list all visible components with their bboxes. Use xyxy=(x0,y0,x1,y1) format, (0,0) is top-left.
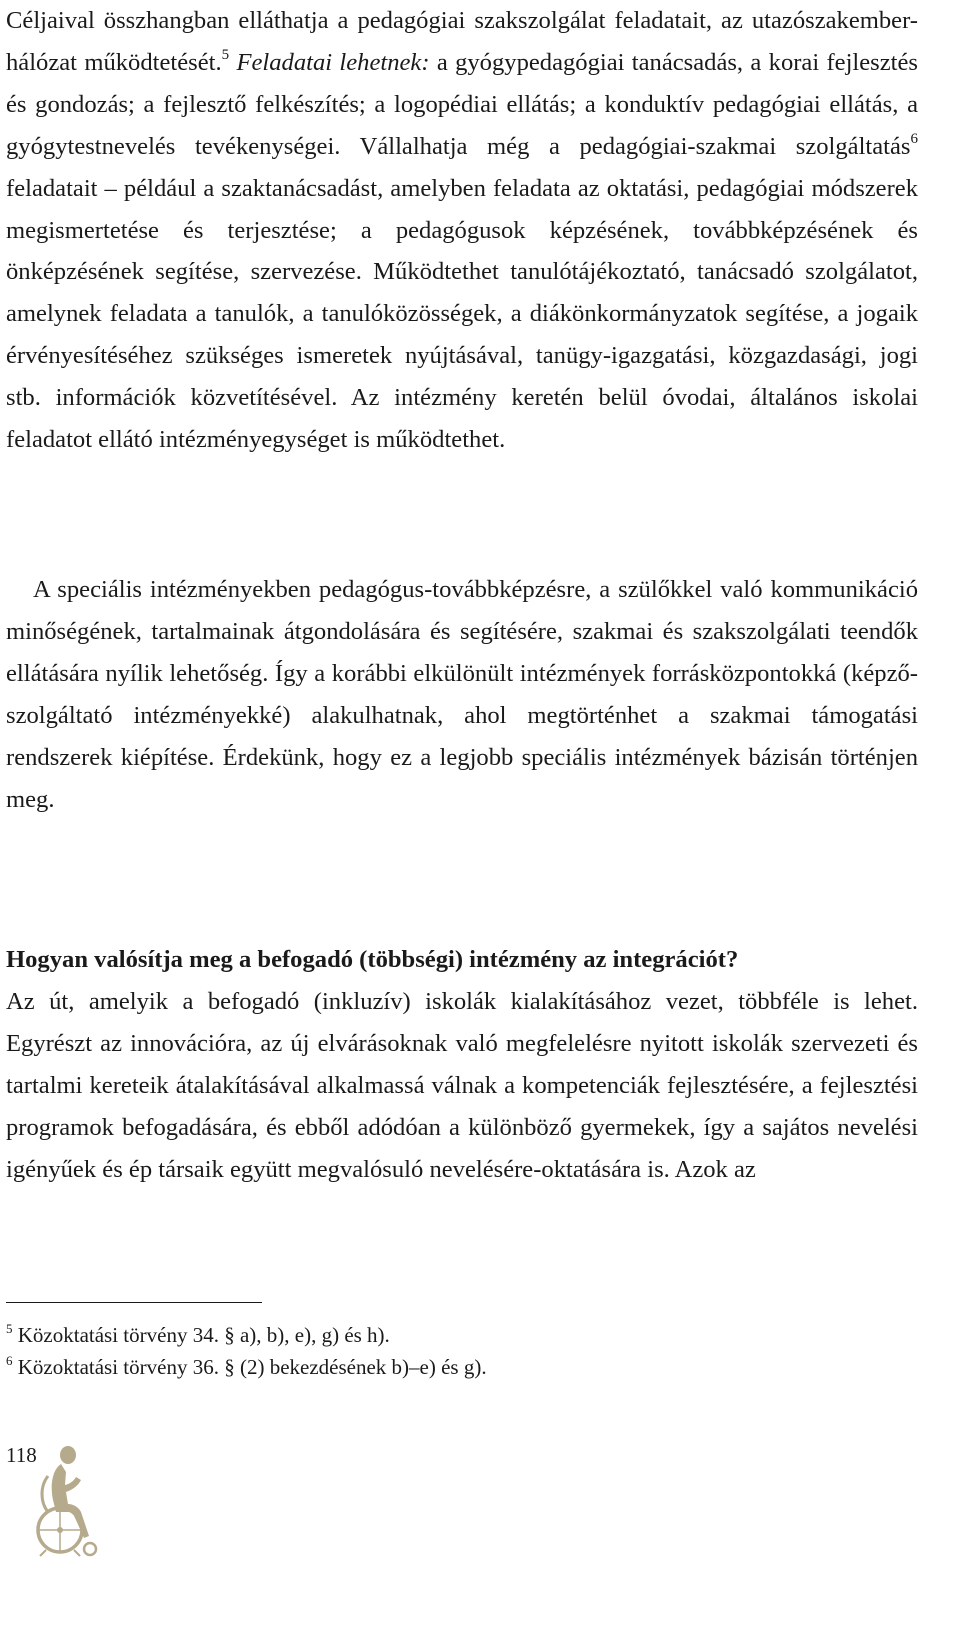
page-number: 118 xyxy=(6,1443,37,1467)
footnote-divider xyxy=(6,1302,262,1303)
section-body: Az út, amelyik a befogadó (inkluzív) iskolák kialakításához vezet, többféle is lehet. Egyrészt az innovációra, az új elvárásoknak való megfelelésre nyitott iskolák szervezeti és tartalmi kereteik átalakításával alkalmassá válnak a kompetenciák fejlesztésére, a fejlesztési programok befogadására, és ebből adódóan a különböző gyermekek, így a sajátos nevelési igényűek és ép társaik együtt megvalósuló nevelésére-oktatására is. Azok az xyxy=(6,987,918,1183)
paragraph-1-italic: Feladatai lehetnek: xyxy=(236,48,430,76)
section-integration xyxy=(6,939,918,1190)
footnote-6-number: 6 xyxy=(6,1353,13,1368)
footnote-5-text: Közoktatási törvény 34. § a), b), e), g) és h). xyxy=(17,1323,390,1347)
footnote-5-number: 5 xyxy=(6,1321,13,1336)
wheelchair-user-icon xyxy=(26,1446,100,1562)
footnote-6 xyxy=(6,1352,487,1382)
paragraph-2: A speciális intézményekben pedagógus-továbbképzésre, a szülőkkel való kommunikáció minőségének, tartalmainak átgondolására és segítésére, szakmai és szakszolgálati teendők ellátására nyílik lehetőség. Így a korábbi elkülönült intézmények forrásközpontokká (képző-szolgáltató intézményekké) alakulhatnak, ahol megtörténhet a szakmai támogatási rendszerek kiépítése. Érdekünk, hogy ez a legjobb speciális intézmények bázisán történjen meg. xyxy=(6,576,918,813)
footnote-5 xyxy=(6,1320,390,1350)
paragraph-1-text-c: feladatait – például a szaktanácsadást, amelyben feladata az oktatási, pedagógiai módszerek megismertetése és terjesztése; a pedagógusok képzésének, továbbképzésének és önképzésének segítése, szervezése. Működtethet tanulótájékoztató, tanácsadó szolgálatot, amelynek feladata a tanulók, a tanulóközösségek, a diákönkormányzatok segítése, a jogaik érvényesítéséhez szükséges ismeretek nyújtásával, tanügy-igazgatási, közgazdasági, jogi stb. információk közvetítésével. Az intézmény keretén belül óvodai, általános iskolai feladatot ellátó intézményegységet is működtethet. xyxy=(6,174,918,454)
paragraph-1-text-a: Céljaival összhangban elláthatja a pedagógiai szakszolgálat feladatait, az utazószakember-hálózat működtetését. xyxy=(6,7,918,76)
footnote-ref-5[interactable]: 5 xyxy=(221,46,230,63)
paragraph-1 xyxy=(6,0,918,461)
paragraph-1-text-b: a gyógypedagógiai tanácsadás, a korai fejlesztés és gondozás; a fejlesztő felkészítés; a logopédiai ellátás; a konduktív pedagógiai ellátás, a gyógytestnevelés tevékenységei. Vállalhatja még a pedagógiai-szakmai szolgáltatás xyxy=(6,48,918,160)
section-heading: Hogyan valósítja meg a befogadó (többségi) intézmény az integrációt? xyxy=(6,946,739,973)
footnote-ref-6[interactable]: 6 xyxy=(910,130,918,147)
footnote-6-text: Közoktatási törvény 36. § (2) bekezdésének b)–e) és g). xyxy=(17,1355,487,1379)
